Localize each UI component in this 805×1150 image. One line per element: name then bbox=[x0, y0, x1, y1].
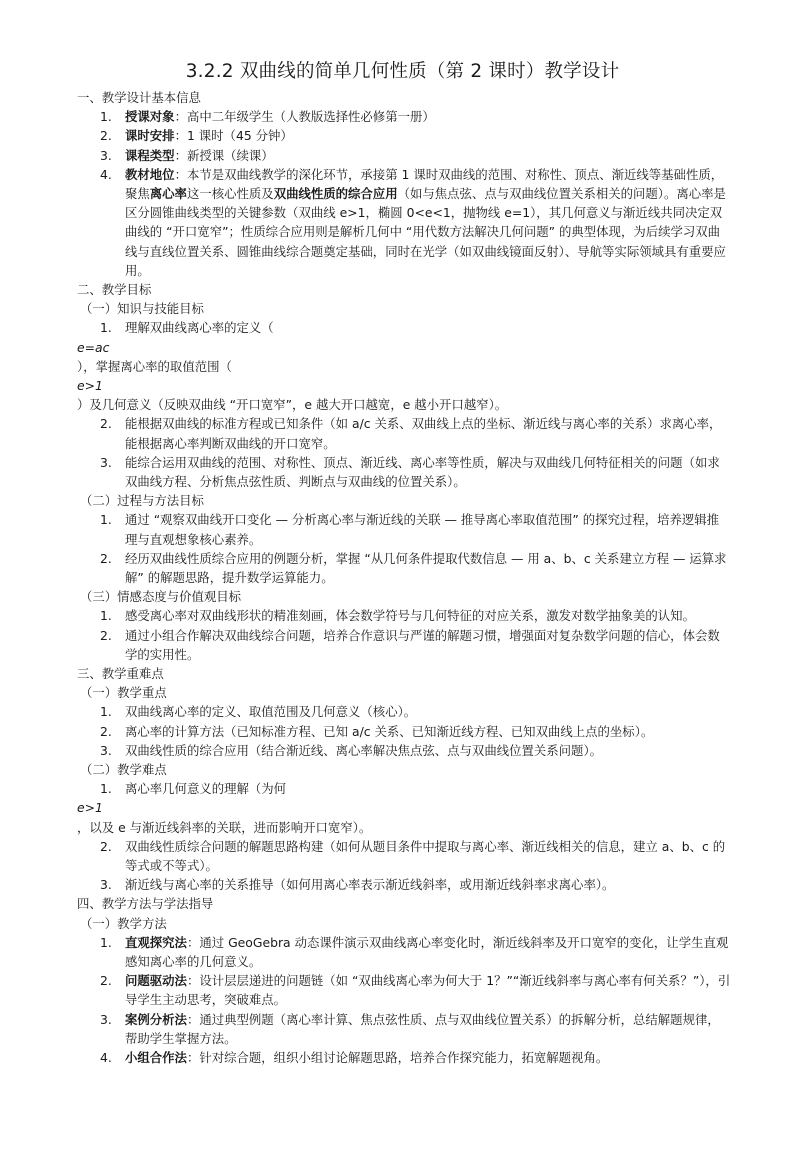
list-item: 1. 双曲线离心率的定义、取值范围及几何意义（核心）。 bbox=[100, 704, 417, 720]
subsection-heading: （一）教学方法 bbox=[80, 915, 167, 931]
list-item: 2. 课时安排：1 课时（45 分钟） bbox=[100, 128, 293, 144]
subsection-heading: （二）过程与方法目标 bbox=[80, 493, 204, 509]
text-line: ），掌握离心率的取值范围（ bbox=[77, 358, 232, 374]
list-item: 3. 双曲线性质的综合应用（结合渐近线、离心率解决焦点弦、点与双曲线位置关系问题）。 bbox=[100, 742, 603, 758]
subsection-heading: （三）情感态度与价值观目标 bbox=[80, 589, 242, 605]
list-item: 3. 能综合运用双曲线的范围、对称性、顶点、渐近线、离心率等性质，解决与双曲线几何特征相关的问题（如求双曲线方程、分析焦点弦性质、判断点与双曲线的位置关系）。 bbox=[100, 454, 720, 489]
list-item: 1. 授课对象：高中二年级学生（人教版选择性必修第一册） bbox=[100, 109, 435, 125]
list-item: 1. 感受离心率对双曲线形状的精准刻画，体会数学符号与几何特征的对应关系，激发对数学抽象美的认知。 bbox=[100, 608, 695, 624]
list-item: 1. 理解双曲线离心率的定义（ bbox=[100, 320, 274, 336]
section-heading: 三、教学重难点 bbox=[77, 665, 164, 681]
list-item: 4. 教材地位：本节是双曲线教学的深化环节，承接第 1 课时双曲线的范围、对称性、顶点、渐近线等基础性质，聚焦离心率这一核心性质及双曲线性质的综合应用（如与焦点弦、点与双曲线位置关系相关的问题）。离心率是区分圆锥曲线类型的关键参数（双曲线 e>1，椭圆 0<e<1，抛物线 e=1），其几何意义与渐近线共同决定双曲线的 “开口宽窄”；性质综合应用则是解析几何中 “用代数方法解决几何问题” 的典型体现，为后续学习双曲线与直线位置关系、圆锥曲线综合题奠定基础，同时在光学（如双曲线镜面反射）、导航等实际领域具有重要应用。 bbox=[100, 166, 726, 278]
list-item: 2. 能根据双曲线的标准方程或已知条件（如 a/c 关系、双曲线上点的坐标、渐近线与离心率的关系）求离心率，能根据离心率判断双曲线的开口宽窄。 bbox=[100, 416, 722, 451]
list-item: 4. 小组合作法：针对综合题，组织小组讨论解题思路，培养合作探究能力，拓宽解题视角。 bbox=[100, 1049, 609, 1065]
text-line: ，以及 e 与渐近线斜率的关联，进而影响开口宽窄）。 bbox=[77, 819, 372, 835]
page-title: 3.2.2 双曲线的简单几何性质（第 2 课时）教学设计 bbox=[185, 61, 620, 82]
math-formula: e>1 bbox=[77, 377, 103, 393]
list-item: 2. 经历双曲线性质综合应用的例题分析，掌握 “从几何条件提取代数信息 — 用 a、b、c 关系建立方程 — 运算求解” 的解题思路，提升数学运算能力。 bbox=[100, 550, 727, 585]
list-item: 1. 直观探究法：通过 GeoGebra 动态课件演示双曲线离心率变化时，渐近线斜率及开口宽窄的变化，让学生直观感知离心率的几何意义。 bbox=[100, 934, 729, 969]
list-item: 3. 案例分析法：通过典型例题（离心率计算、焦点弦性质、点与双曲线位置关系）的拆解分析，总结解题规律，帮助学生掌握方法。 bbox=[100, 1011, 720, 1046]
list-item: 1. 离心率几何意义的理解（为何 bbox=[100, 781, 287, 797]
list-item: 2. 通过小组合作解决双曲线综合问题，培养合作意识与严谨的解题习惯，增强面对复杂数学问题的信心，体会数学的实用性。 bbox=[100, 627, 720, 662]
subsection-heading: （一）知识与技能目标 bbox=[80, 301, 204, 317]
list-item: 3. 渐近线与离心率的关系推导（如何用离心率表示渐近线斜率，或用渐近线斜率求离心率）。 bbox=[100, 877, 615, 893]
subsection-heading: （二）教学难点 bbox=[80, 761, 167, 777]
list-item: 3. 课程类型：新授课（续课） bbox=[100, 147, 274, 163]
math-formula: e>1 bbox=[77, 800, 103, 816]
list-item: 2. 双曲线性质综合问题的解题思路构建（如何从题目条件中提取与离心率、渐近线相关的信息，建立 a、b、c 的等式或不等式）。 bbox=[100, 838, 726, 873]
math-formula: e=ac bbox=[77, 339, 110, 355]
list-item: 1. 通过 “观察双曲线开口变化 — 分析离心率与渐近线的关联 — 推导离心率取值范围” 的探究过程，培养逻辑推理与直观想象核心素养。 bbox=[100, 512, 720, 547]
section-heading: 二、教学目标 bbox=[77, 282, 152, 298]
list-item: 2. 离心率的计算方法（已知标准方程、已知 a/c 关系、已知渐近线方程、已知双曲线上点的坐标）。 bbox=[100, 723, 654, 739]
text-line: ）及几何意义（反映双曲线 “开口宽窄”，e 越大开口越宽，e 越小开口越窄）。 bbox=[77, 397, 508, 413]
section-heading: 四、教学方法与学法指导 bbox=[77, 896, 214, 912]
section-heading: 一、教学设计基本信息 bbox=[77, 90, 201, 105]
document-body bbox=[0, 88, 805, 1067]
subsection-heading: （一）教学重点 bbox=[80, 685, 167, 701]
list-item: 2. 问题驱动法：设计层层递进的问题链（如 “双曲线离心率为何大于 1？”“渐近线斜率与离心率有何关系？”），引导学生主动思考，突破难点。 bbox=[100, 973, 731, 1008]
